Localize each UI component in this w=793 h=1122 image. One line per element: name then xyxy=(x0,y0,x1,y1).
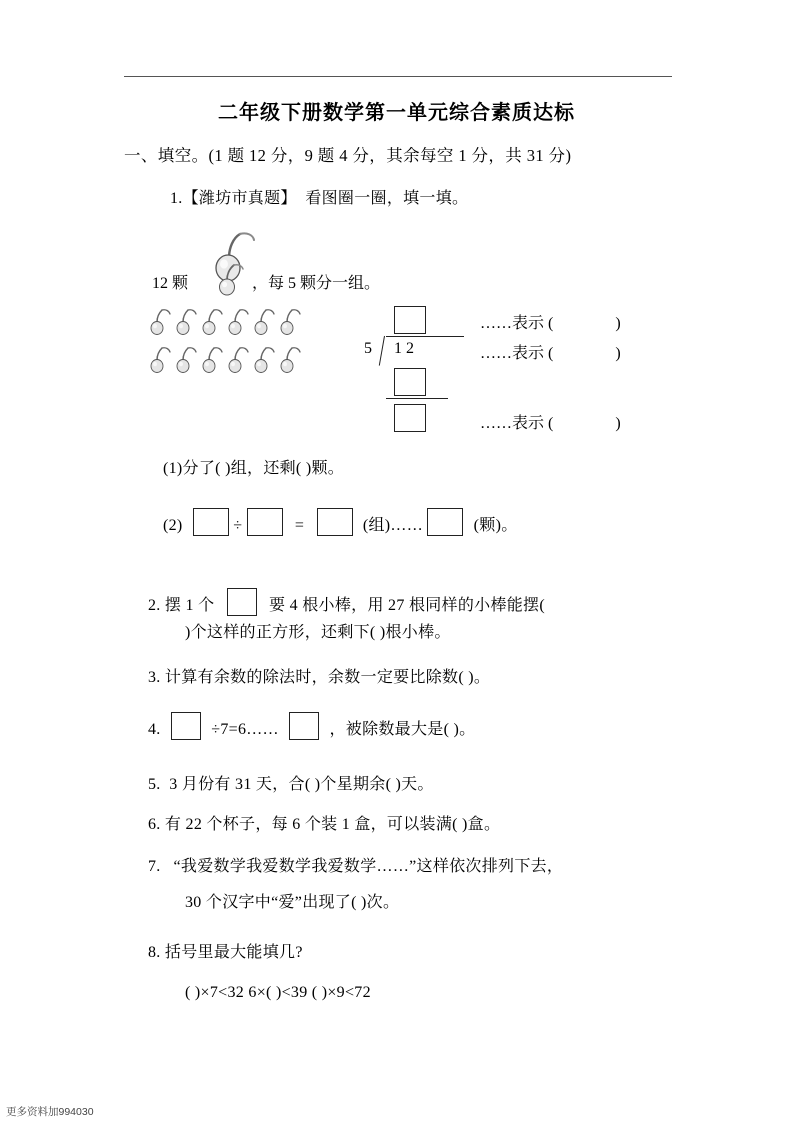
division-explain-1: ……表示 ( ) xyxy=(480,315,621,332)
question-2-line1 xyxy=(148,588,545,619)
q5-number: 5. xyxy=(148,776,161,793)
dividend-digits: 1 2 xyxy=(394,340,414,357)
cherry-inline-icon xyxy=(216,262,246,296)
cherry-group-illustration xyxy=(148,306,308,382)
long-division-diagram xyxy=(358,306,478,436)
q8-number: 8. xyxy=(148,944,161,961)
sub2-box-divisor[interactable] xyxy=(247,508,283,536)
division-top-bar xyxy=(386,336,464,337)
q4-tail: ，被除数最大是( )。 xyxy=(329,721,476,738)
sub2-unit-groups: (组)…… xyxy=(362,517,424,534)
q6-number: 6. xyxy=(148,816,161,833)
sub2-box-quotient[interactable] xyxy=(317,508,353,536)
question-1-sub2 xyxy=(163,508,518,539)
q2-part2: 要 4 根小棒，用 27 根同样的小棒能摆( xyxy=(269,597,545,614)
division-middle-bar xyxy=(386,398,448,399)
q7-number: 7. xyxy=(148,858,161,875)
question-4 xyxy=(148,712,475,743)
q1-group-label: ，每 5 颗分一组。 xyxy=(252,275,381,292)
q4-mid: ÷7=6…… xyxy=(211,721,279,738)
q8-text: 括号里最大能填几? xyxy=(164,944,303,961)
quotient-answer-box[interactable] xyxy=(394,306,426,334)
q3-number: 3. xyxy=(148,669,161,686)
product-answer-box[interactable] xyxy=(394,368,426,396)
question-8 xyxy=(148,940,303,966)
q1-count-label: 12 颗 xyxy=(152,275,189,292)
divisor-digit: 5 xyxy=(364,340,372,357)
q3-text: 计算有余数的除法时，余数一定要比除数( )。 xyxy=(164,669,491,686)
sub2-box-remainder[interactable] xyxy=(427,508,463,536)
header-rule xyxy=(124,76,672,77)
sub2-box-dividend[interactable] xyxy=(193,508,229,536)
remainder-answer-box[interactable] xyxy=(394,404,426,432)
q2-number: 2. xyxy=(148,597,161,614)
q1-sub2-prefix: (2) xyxy=(163,517,183,534)
q2-part1: 摆 1 个 xyxy=(164,597,215,614)
division-explain-2: ……表示 ( ) xyxy=(480,345,621,362)
section-heading: 一、填空。(1 题 12 分，9 题 4 分，其余每空 1 分，共 31 分) xyxy=(124,146,572,165)
question-6 xyxy=(148,812,500,838)
q4-number: 4. xyxy=(148,721,161,738)
q6-text: 有 22 个杯子，每 6 个装 1 盒，可以装满( )盒。 xyxy=(164,816,501,833)
sub2-divide-sign: ÷ xyxy=(233,517,243,534)
q7-line1: “我爱数学我爱数学我爱数学……”这样依次排列下去， xyxy=(173,858,564,875)
q4-box-dividend[interactable] xyxy=(171,712,201,740)
q1-number: 1. xyxy=(170,190,183,207)
q1-tag: 【潍坊市真题】 xyxy=(182,190,297,207)
sub2-unit-pieces: (颗)。 xyxy=(473,517,518,534)
q5-text: 3 月份有 31 天，合( )个星期余( )天。 xyxy=(169,776,434,793)
question-1-sub1: (1)分了( )组，还剩( )颗。 xyxy=(163,460,345,477)
question-5 xyxy=(148,772,434,798)
question-7-line2: 30 个汉字中“爱”出现了( )次。 xyxy=(185,894,400,911)
division-explain-3: ……表示 ( ) xyxy=(480,415,621,432)
question-8-items: ( )×7<32 6×( )<39 ( )×9<72 xyxy=(185,984,371,1001)
page-title: 二年级下册数学第一单元综合素质达标 xyxy=(218,102,575,124)
division-slash xyxy=(379,336,385,366)
q2-shape-box[interactable] xyxy=(227,588,257,616)
question-2-line2: )个这样的正方形，还剩下( )根小棒。 xyxy=(185,624,451,641)
sub2-equals-sign: = xyxy=(294,517,305,534)
q4-box-remainder[interactable] xyxy=(289,712,319,740)
question-3 xyxy=(148,665,490,691)
q1-text: 看图圈一圈，填一填。 xyxy=(305,190,469,207)
question-7-line1 xyxy=(148,854,563,880)
question-1-stem xyxy=(170,186,468,212)
footer-note: 更多资料加994030 xyxy=(6,1106,94,1118)
